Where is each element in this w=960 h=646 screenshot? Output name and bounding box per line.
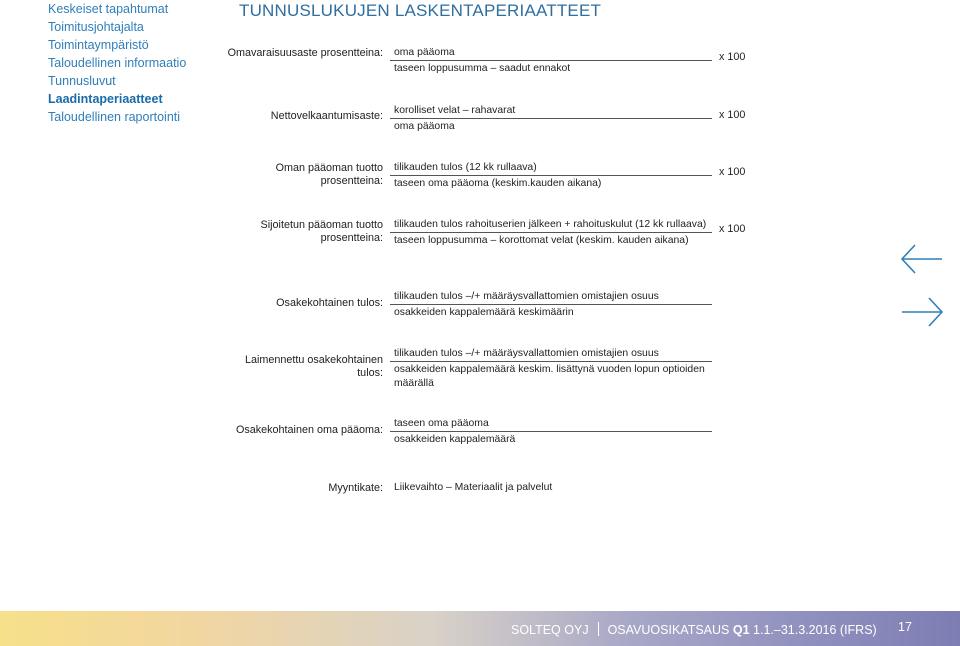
footer-separator bbox=[598, 622, 599, 636]
fraction-line bbox=[390, 118, 712, 119]
formula-denominator: oma pääoma bbox=[394, 121, 455, 132]
formula-label: Oman pääoman tuotto prosentteina: bbox=[275, 162, 383, 187]
formula-fraction bbox=[394, 161, 724, 191]
fraction-line bbox=[390, 60, 712, 61]
formula-denominator: taseen loppusumma – saadut ennakot bbox=[394, 63, 571, 74]
fraction-line bbox=[390, 431, 712, 432]
formula-denominator: osakkeiden kappalemäärä keskim. lisättynä vuoden lopun optioiden määrällä bbox=[394, 364, 705, 389]
formula-denominator: taseen oma pääoma (keskim.kauden aikana) bbox=[394, 178, 602, 189]
formula-label: Sijoitetun pääoman tuotto prosentteina: bbox=[260, 219, 383, 244]
formula-numerator: korolliset velat – rahavarat bbox=[394, 105, 516, 116]
formula-multiplier: x 100 bbox=[719, 109, 746, 121]
formula-numerator: taseen oma pääoma bbox=[394, 418, 489, 429]
formula-label: Osakekohtainen oma pääoma: bbox=[235, 424, 383, 436]
footer-bar bbox=[0, 611, 960, 646]
formula-label: Myyntikate: bbox=[328, 482, 383, 494]
formula-denominator: taseen loppusumma – korottomat velat (keskim. kauden aikana) bbox=[394, 235, 689, 246]
formula-numerator: tilikauden tulos –/+ määräysvallattomien omistajien osuus bbox=[394, 348, 659, 359]
formula-numerator: oma pääoma bbox=[394, 47, 455, 58]
fraction-line bbox=[390, 232, 712, 233]
formula-fraction bbox=[394, 46, 724, 76]
fraction-line bbox=[390, 304, 712, 305]
next-page-arrow-icon[interactable] bbox=[900, 296, 944, 328]
nav-item-toimintaymparisto[interactable]: Toimintaympäristö bbox=[48, 38, 149, 52]
formula-numerator: Liikevaihto – Materiaalit ja palvelut bbox=[394, 482, 553, 493]
formula-fraction bbox=[394, 417, 724, 447]
footer-company: SOLTEQ OYJ bbox=[511, 623, 589, 637]
side-navigation bbox=[48, 0, 238, 126]
fraction-line bbox=[390, 361, 712, 362]
formula-multiplier: x 100 bbox=[719, 223, 746, 235]
formula-numerator: tilikauden tulos –/+ määräysvallattomien omistajien osuus bbox=[394, 291, 659, 302]
nav-item-toimitusjohtajalta[interactable]: Toimitusjohtajalta bbox=[48, 20, 144, 34]
previous-page-arrow-icon[interactable] bbox=[900, 243, 944, 275]
formula-label: Omavaraisuusaste prosentteina: bbox=[227, 47, 383, 59]
footer-quarter: Q1 bbox=[732, 623, 750, 637]
formula-fraction bbox=[394, 104, 724, 134]
page-title: TUNNUSLUKUJEN LASKENTAPERIAATTEET bbox=[239, 1, 602, 20]
footer-text bbox=[511, 622, 877, 637]
footer-period: 1.1.–31.3.2016 (IFRS) bbox=[753, 623, 877, 637]
formula-label: Nettovelkaantumisaste: bbox=[270, 110, 383, 122]
formula-multiplier: x 100 bbox=[719, 166, 746, 178]
formula-fraction bbox=[394, 290, 724, 320]
nav-item-laadintaperiaatteet[interactable]: Laadintaperiaatteet bbox=[48, 92, 163, 106]
page-number: 17 bbox=[898, 620, 912, 634]
nav-item-keskeiset-tapahtumat[interactable]: Keskeiset tapahtumat bbox=[48, 2, 169, 16]
formula-fraction bbox=[394, 218, 724, 248]
formula-multiplier: x 100 bbox=[719, 51, 746, 63]
nav-item-taloudellinen-raportointi[interactable]: Taloudellinen raportointi bbox=[48, 110, 181, 124]
formula-numerator: tilikauden tulos rahoituserien jälkeen + rahoituskulut (12 kk rullaava) bbox=[394, 219, 707, 230]
formula-label: Laimennettu osakekohtainen tulos: bbox=[244, 354, 383, 379]
nav-item-tunnusluvut[interactable]: Tunnusluvut bbox=[48, 74, 116, 88]
formula-denominator: osakkeiden kappalemäärä keskimäärin bbox=[394, 307, 574, 318]
footer-report: OSAVUOSIKATSAUS bbox=[607, 623, 730, 637]
formula-label: Osakekohtainen tulos: bbox=[276, 297, 383, 309]
formula-numerator: tilikauden tulos (12 kk rullaava) bbox=[394, 162, 537, 173]
formula-denominator: osakkeiden kappalemäärä bbox=[394, 434, 516, 445]
fraction-line bbox=[390, 175, 712, 176]
nav-item-taloudellinen-informaatio[interactable]: Taloudellinen informaatio bbox=[48, 56, 187, 70]
formula-fraction bbox=[394, 347, 724, 391]
formula-fraction bbox=[394, 481, 724, 495]
